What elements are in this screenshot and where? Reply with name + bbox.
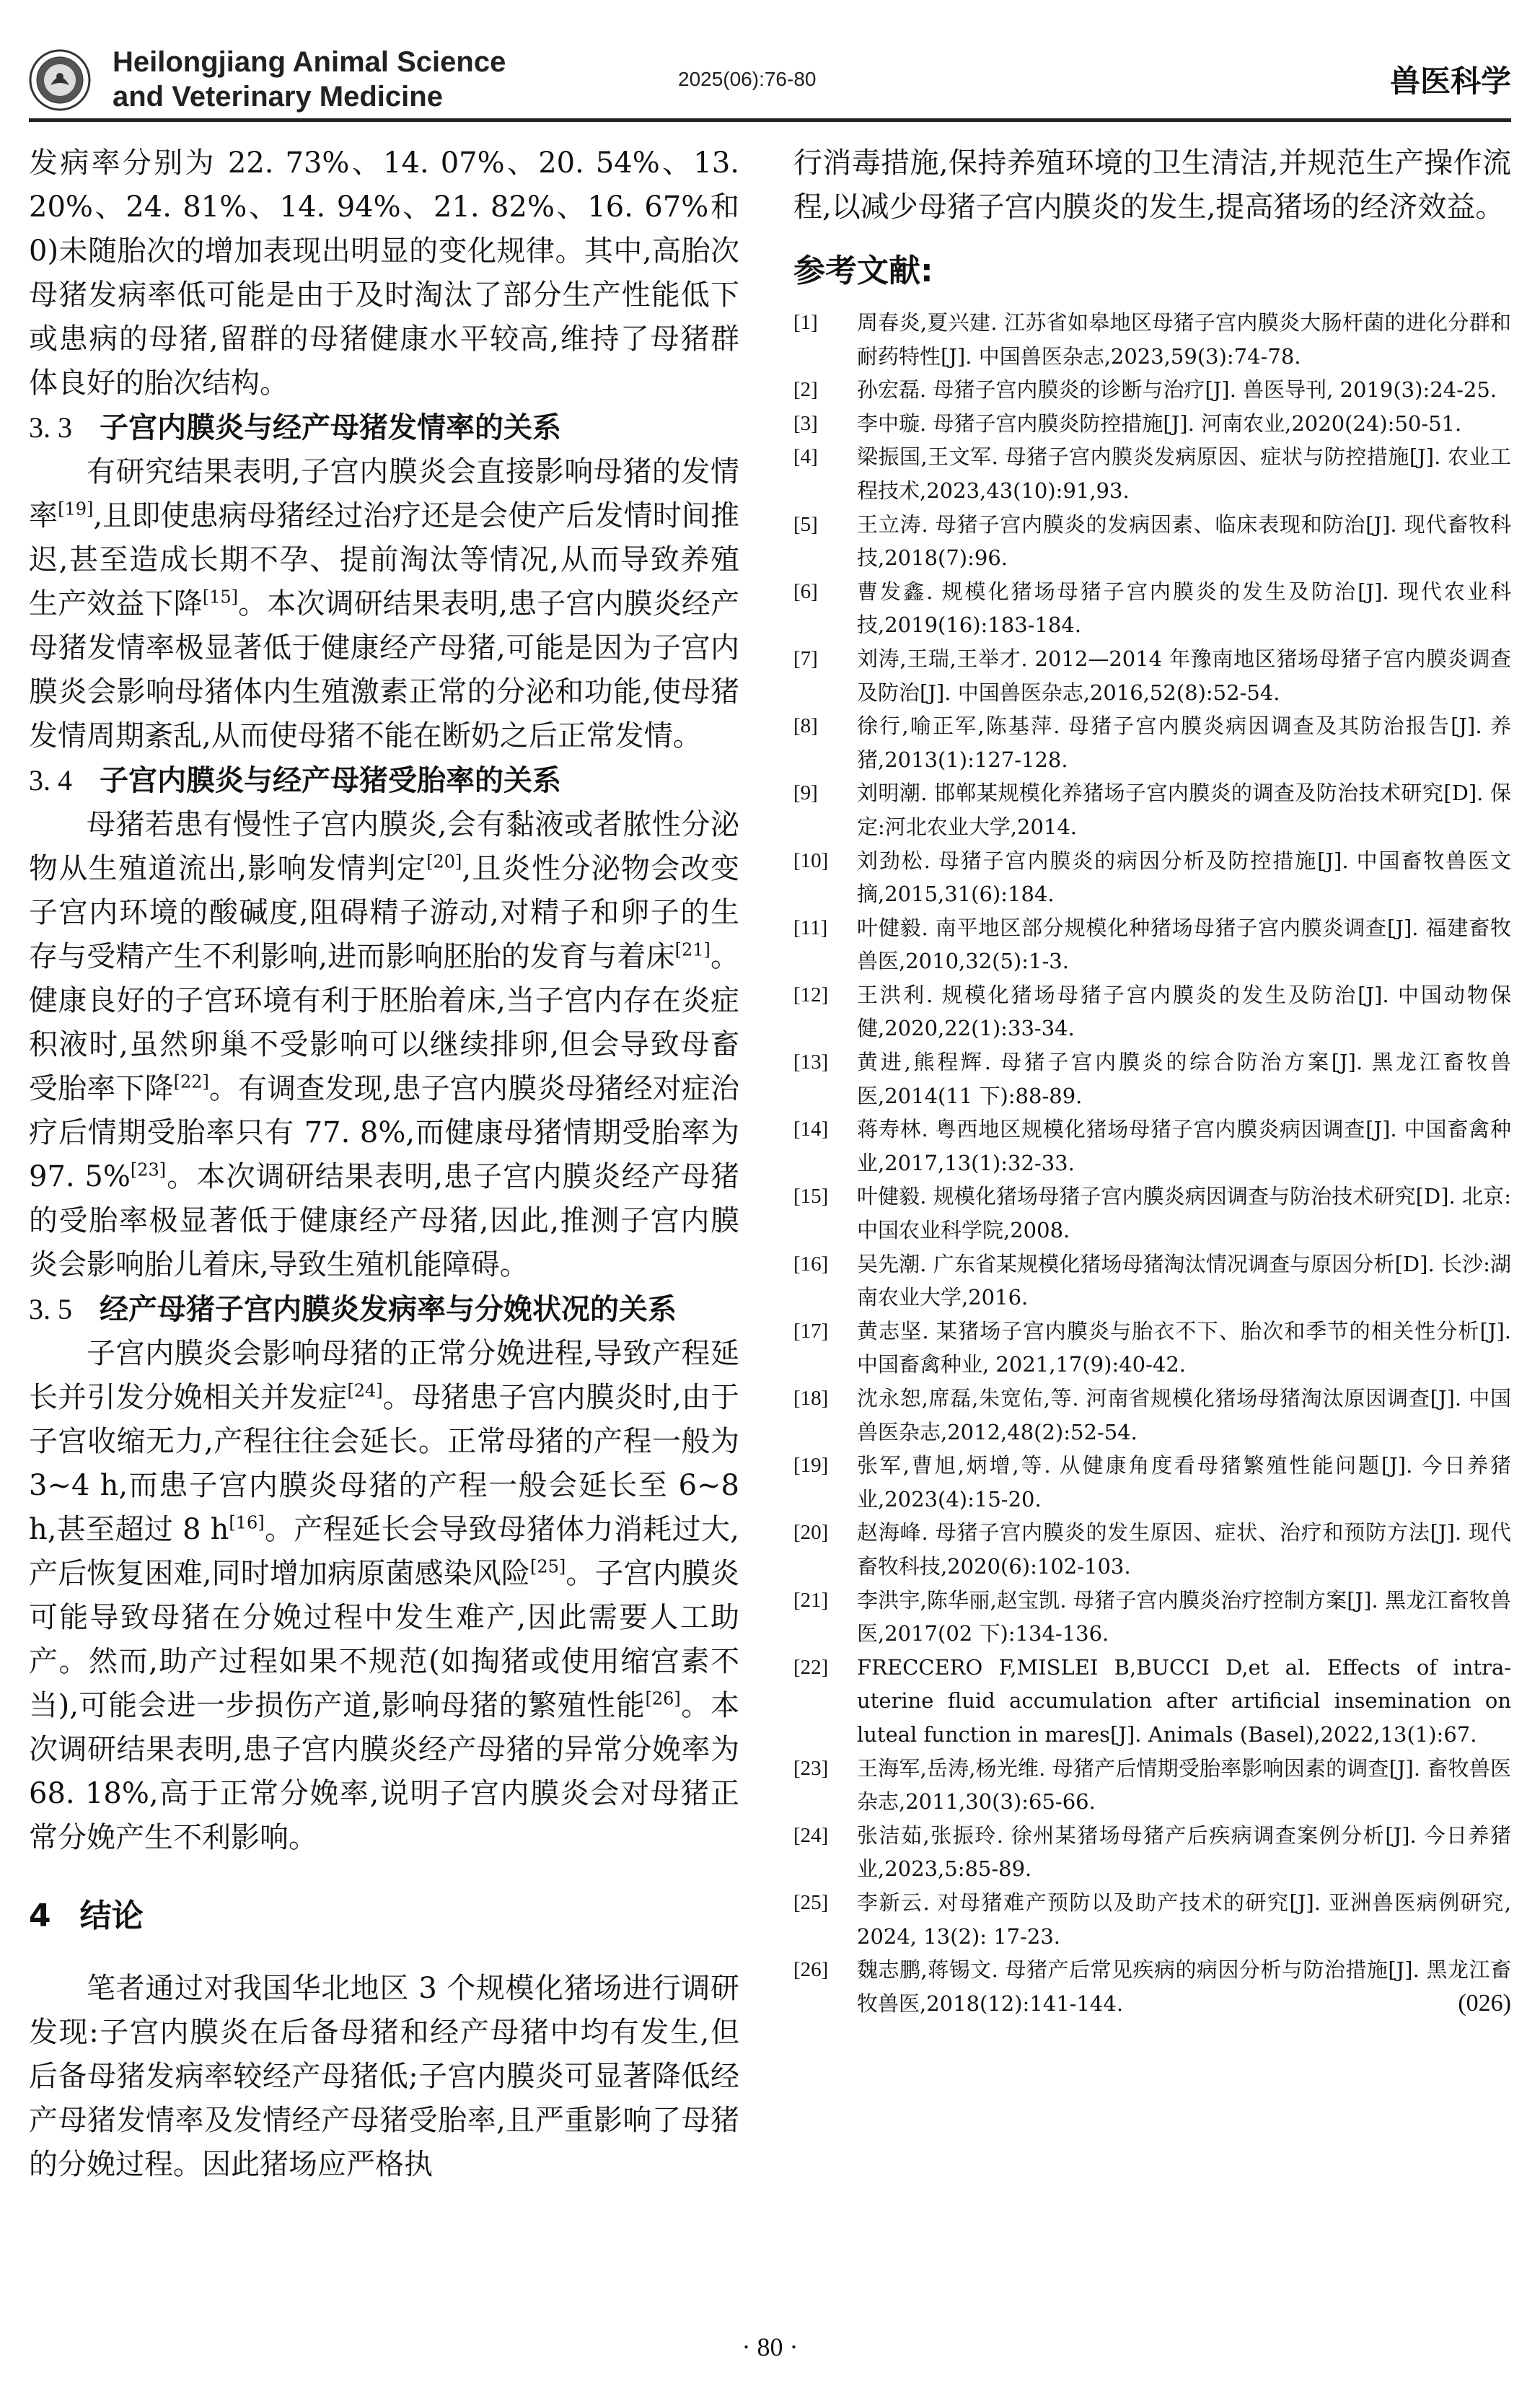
reference-item — [793, 1651, 1511, 1752]
text-run: 。本次调研结果表明,患子宫内膜炎经产母猪的受胎率极显著低于健康经产母猪,因此,推测子宫内膜炎会影响胎儿着床,导致生殖机能障碍。 — [29, 1160, 739, 1281]
reference-text: 李洪宇,陈华丽,赵宝凯. 母猪子宫内膜炎治疗控制方案[J]. 黑龙江畜牧兽医,2017(02 下):134-136. — [857, 1587, 1511, 1646]
reference-item — [793, 911, 1511, 978]
section-title: 经产母猪子宫内膜炎发病率与分娩状况的关系 — [100, 1292, 677, 1326]
reference-index: [19] — [793, 1454, 829, 1478]
section-title: 子宫内膜炎与经产母猪受胎率的关系 — [100, 763, 561, 797]
section-heading-3-5 — [29, 1287, 739, 1332]
reference-item — [793, 575, 1511, 642]
reference-index: [23] — [793, 1756, 829, 1780]
reference-text: FRECCERO F,MISLEI B,BUCCI D,et al. Effects of intra-uterine fluid accumulation after artificial insemination on luteal function in mares[J]. Animals (Basel),2022,13(1):67. — [857, 1654, 1511, 1747]
citation: [26] — [645, 1688, 681, 1709]
header-divider — [29, 118, 1511, 122]
reference-index: [6] — [793, 579, 818, 603]
reference-text: 叶健毅. 南平地区部分规模化种猪场母猪子宫内膜炎调查[J]. 福建畜牧兽医,2010,32(5):1-3. — [857, 915, 1511, 974]
reference-index: [7] — [793, 646, 818, 670]
reference-text: 沈永恕,席磊,朱宽佑,等. 河南省规模化猪场母猪淘汰原因调查[J]. 中国兽医杂志,2012,48(2):52-54. — [857, 1386, 1511, 1444]
reference-item — [793, 407, 1511, 441]
reference-item — [793, 1819, 1511, 1886]
reference-item — [793, 1516, 1511, 1583]
reference-item — [793, 440, 1511, 507]
text-run: 。健康良好的子宫环境有利于胚胎着床,当子宫内存在炎症积液时,虽然卵巢不受影响可以继续排卵,但会导致母畜受胎率下降 — [29, 940, 740, 1105]
reference-text: 刘劲松. 母猪子宫内膜炎的病因分析及防控措施[J]. 中国畜牧兽医文摘,2015,31(6):184. — [857, 848, 1511, 907]
reference-text: 赵海峰. 母猪子宫内膜炎的发生原因、症状、治疗和预防方法[J]. 现代畜牧科技,2020(6):102-103. — [857, 1520, 1511, 1579]
section-heading-3-3 — [29, 405, 739, 450]
citation: [16] — [229, 1512, 265, 1533]
reference-text: 张军,曹旭,炳增,等. 从健康角度看母猪繁殖性能问题[J]. 今日养猪业,2023(4):15-20. — [857, 1453, 1511, 1512]
reference-text: 黄志坚. 某猪场子宫内膜炎与胎衣不下、胎次和季节的相关性分析[J]. 中国畜禽种业, 2021,17(9):40-42. — [857, 1318, 1511, 1377]
reference-text: 梁振国,王文军. 母猪子宫内膜炎发病原因、症状与防控措施[J]. 农业工程技术,2023,43(10):91,93. — [857, 444, 1511, 503]
reference-item — [793, 1247, 1511, 1315]
section-heading-3-4 — [29, 758, 739, 803]
section-number: 3. 4 — [29, 764, 72, 797]
reference-index: [17] — [793, 1319, 829, 1343]
reference-item — [793, 1315, 1511, 1382]
section-heading-4 — [29, 1895, 739, 1938]
reference-item — [793, 1886, 1511, 1953]
reference-index: [15] — [793, 1185, 829, 1208]
reference-text: 刘明潮. 邯郸某规模化养猪场子宫内膜炎的调查及防治技术研究[D]. 保定:河北农业大学,2014. — [857, 781, 1511, 839]
section-title: 结论 — [79, 1898, 144, 1934]
section-label: 兽医科学 — [1389, 63, 1511, 99]
reference-item — [793, 1584, 1511, 1651]
reference-item — [793, 306, 1511, 373]
text-run: 。本次调研结果表明,患子宫内膜炎经产母猪发情率极显著低于健康经产母猪,可能是因为子宫内膜炎会影响母猪体内生殖激素正常的分泌和功能,使母猪发情周期紊乱,从而使母猪不能在断奶之后正常发情。 — [29, 587, 740, 753]
reference-index: [4] — [793, 445, 818, 469]
reference-index: [13] — [793, 1050, 829, 1074]
reference-item — [793, 776, 1511, 843]
paragraph: 发病率分别为 22. 73%、14. 07%、20. 54%、13. 20%、24. 81%、14. 94%、21. 82%、16. 67%和 0)未随胎次的增加表现出明显的变化规律。其中,高胎次母猪发病率低可能是由于及时淘汰了部分生产性能低下或患病的母猪,留群的母猪健康水平较高,维持了母猪群体良好的胎次结构。 — [29, 146, 739, 400]
citation: [19] — [58, 499, 94, 519]
reference-text: 曹发鑫. 规模化猪场母猪子宫内膜炎的发生及防治[J]. 现代农业科技,2019(16):183-184. — [857, 579, 1511, 638]
paragraph: 行消毒措施,保持养殖环境的卫生清洁,并规范生产操作流程,以减少母猪子宫内膜炎的发生,提高猪场的经济效益。 — [793, 146, 1511, 224]
citation: [22] — [173, 1071, 209, 1092]
section-number: 3. 5 — [29, 1293, 72, 1325]
reference-text: 王海军,岳涛,杨光维. 母猪产后情期受胎率影响因素的调查[J]. 畜牧兽医杂志,2011,30(3):65-66. — [857, 1755, 1511, 1815]
reference-index: [5] — [793, 512, 818, 536]
reference-item — [793, 978, 1511, 1045]
text-run: 。本次调研结果表明,患子宫内膜炎经产母猪的异常分娩率为 68. 18%,高于正常分娩率,说明子宫内膜炎会对母猪正常分娩产生不利影响。 — [29, 1689, 739, 1854]
reference-index: [20] — [793, 1521, 829, 1545]
reference-index: [16] — [793, 1252, 829, 1276]
reference-item — [793, 1045, 1511, 1113]
page-header — [29, 38, 1511, 118]
text-run: 子宫内膜炎会影响母猪的正常分娩进程,导致产程延长并引发分娩相关并发症 — [29, 1337, 739, 1414]
text-run: 。有调查发现,患子宫内膜炎母猪经对症治疗后情期受胎率只有 77. 8%,而健康母猪情期受胎率为 97. 5% — [29, 1072, 740, 1193]
text-run: 有研究结果表明,子宫内膜炎会直接影响母猪的发情率 — [29, 455, 739, 532]
reference-item — [793, 1113, 1511, 1180]
journal-name — [113, 45, 506, 114]
text-run: 母猪若患有慢性子宫内膜炎,会有黏液或者脓性分泌物从生殖道流出,影响发情判定 — [29, 808, 739, 885]
paragraph — [29, 450, 739, 758]
reference-text: 徐行,喻正军,陈基萍. 母猪子宫内膜炎病因调查及其防治报告[J]. 养猪,2013(1):127-128. — [857, 714, 1511, 772]
paragraph — [29, 1332, 739, 1860]
reference-index: [22] — [793, 1655, 829, 1679]
paragraph — [29, 803, 739, 1287]
reference-index: [14] — [793, 1118, 829, 1141]
reference-text: 周春炎,夏兴建. 江苏省如皋地区母猪子宫内膜炎大肠杆菌的进化分群和耐药特性[J]. 中国兽医杂志,2023,59(3):74-78. — [857, 310, 1511, 369]
reference-item — [793, 373, 1511, 407]
reference-text: 叶健毅. 规模化猪场母猪子宫内膜炎病因调查与防治技术研究[D]. 北京:中国农业科学院,2008. — [857, 1184, 1511, 1243]
reference-index: [9] — [793, 781, 818, 805]
issue-info: 2025(06):76-80 — [678, 68, 817, 90]
reference-index: [18] — [793, 1387, 829, 1410]
reference-item — [793, 1752, 1511, 1819]
reference-item — [793, 1449, 1511, 1516]
reference-index: [2] — [793, 378, 818, 402]
reference-item — [793, 642, 1511, 709]
reference-text: 王立涛. 母猪子宫内膜炎的发病因素、临床表现和防治[J]. 现代畜牧科技,2018(7):96. — [857, 512, 1511, 571]
journal-name-line2: and Veterinary Medicine — [113, 81, 443, 113]
reference-index: [10] — [793, 848, 829, 872]
text-run: 。母猪患子宫内膜炎时,由于子宫收缩无力,产程往往会延长。正常母猪的产程一般为 3~4 h,而患子宫内膜炎母猪的产程一般会延长至 6~8 h,甚至超过 8 h — [29, 1381, 740, 1546]
reference-text: 李中璇. 母猪子宫内膜炎防控措施[J]. 河南农业,2020(24):50-51. — [857, 411, 1462, 436]
reference-text: 魏志鹏,蒋锡文. 母猪产后常见疾病的病因分析与防治措施[J]. 黑龙江畜牧兽医,2018(12):141-144. — [857, 1957, 1511, 2016]
journal-logo-icon — [29, 49, 91, 111]
page-number: · 80 · — [742, 2333, 798, 2361]
reference-text: 吴先潮. 广东省某规模化猪场母猪淘汰情况调查与原因分析[D]. 长沙:湖南农业大学,2016. — [857, 1251, 1511, 1310]
reference-index: [25] — [793, 1890, 829, 1914]
section-title: 子宫内膜炎与经产母猪发情率的关系 — [100, 411, 561, 444]
reference-index: [21] — [793, 1588, 829, 1612]
reference-index: [24] — [793, 1823, 829, 1847]
article-code: (026) — [1458, 1990, 1511, 2017]
reference-item — [793, 1953, 1511, 2020]
journal-name-line1: Heilongjiang Animal Science — [113, 46, 506, 78]
citation: [21] — [674, 939, 710, 960]
text-run: ,且即使患病母猪经过治疗还是会使产后发情时间推迟,甚至造成长期不孕、提前淘汰等情况,从而导致养殖生产效益下降 — [29, 499, 740, 620]
reference-index: [1] — [793, 311, 818, 334]
reference-text: 张洁茹,张振玲. 徐州某猪场母猪产后疾病调查案例分析[J]. 今日养猪业,2023,5:85-89. — [857, 1822, 1511, 1882]
reference-text: 黄进,熊程辉. 母猪子宫内膜炎的综合防治方案[J]. 黑龙江畜牧兽医,2014(11 下):88-89. — [857, 1050, 1511, 1108]
right-column — [793, 141, 1511, 2053]
text-run: 。产程延长会导致母猪体力消耗过大,产后恢复困难,同时增加病原菌感染风险 — [29, 1513, 739, 1590]
reference-index: [8] — [793, 714, 818, 738]
references-heading: 参考文献: — [793, 253, 933, 289]
citation: [15] — [202, 587, 239, 607]
citation: [20] — [426, 851, 462, 872]
reference-text: 孙宏磊. 母猪子宫内膜炎的诊断与治疗[J]. 兽医导刊, 2019(3):24-25. — [857, 377, 1497, 403]
reference-text: 李新云. 对母猪难产预防以及助产技术的研究[J]. 亚洲兽医病例研究, 2024, 13(2): 17-23. — [857, 1890, 1511, 1949]
citation: [23] — [130, 1159, 167, 1180]
reference-item — [793, 1382, 1511, 1449]
text-run: 。子宫内膜炎可能导致母猪在分娩过程中发生难产,因此需要人工助产。然而,助产过程如果不规范(如掏猪或使用缩宫素不当),可能会进一步损伤产道,影响母猪的繁殖性能 — [29, 1557, 740, 1722]
reference-item — [793, 709, 1511, 776]
reference-index: [12] — [793, 983, 829, 1006]
reference-item — [793, 508, 1511, 575]
reference-item — [793, 1180, 1511, 1247]
reference-list — [793, 306, 1511, 2020]
left-column — [29, 141, 739, 2187]
paragraph: 笔者通过对我国华北地区 3 个规模化猪场进行调研发现:子宫内膜炎在后备母猪和经产母猪中均有发生,但后备母猪发病率较经产母猪低;子宫内膜炎可显著降低经产母猪发情率及发情经产母猪受胎率,且严重影响了母猪的分娩过程。因此猪场应严格执 — [29, 1972, 739, 2181]
reference-text: 刘涛,王瑞,王举才. 2012—2014 年豫南地区猪场母猪子宫内膜炎调查及防治[J]. 中国兽医杂志,2016,52(8):52-54. — [857, 646, 1511, 705]
reference-index: [26] — [793, 1958, 829, 1982]
reference-item — [793, 844, 1511, 911]
section-number: 3. 3 — [29, 411, 72, 444]
reference-text: 王洪利. 规模化猪场母猪子宫内膜炎的发生及防治[J]. 中国动物保健,2020,22(1):33-34. — [857, 982, 1511, 1041]
reference-index: [3] — [793, 411, 818, 435]
citation: [25] — [529, 1556, 566, 1577]
text-run: ,且炎性分泌物会改变子宫内环境的酸碱度,阻碍精子游动,对精子和卵子的生存与受精产生不利影响,进而影响胚胎的发育与着床 — [29, 852, 739, 973]
section-number: 4 — [29, 1898, 51, 1934]
reference-text: 蒋寿林. 粤西地区规模化猪场母猪子宫内膜炎病因调查[J]. 中国畜禽种业,2017,13(1):32-33. — [857, 1117, 1511, 1175]
citation: [24] — [347, 1380, 383, 1401]
reference-index: [11] — [793, 916, 828, 939]
